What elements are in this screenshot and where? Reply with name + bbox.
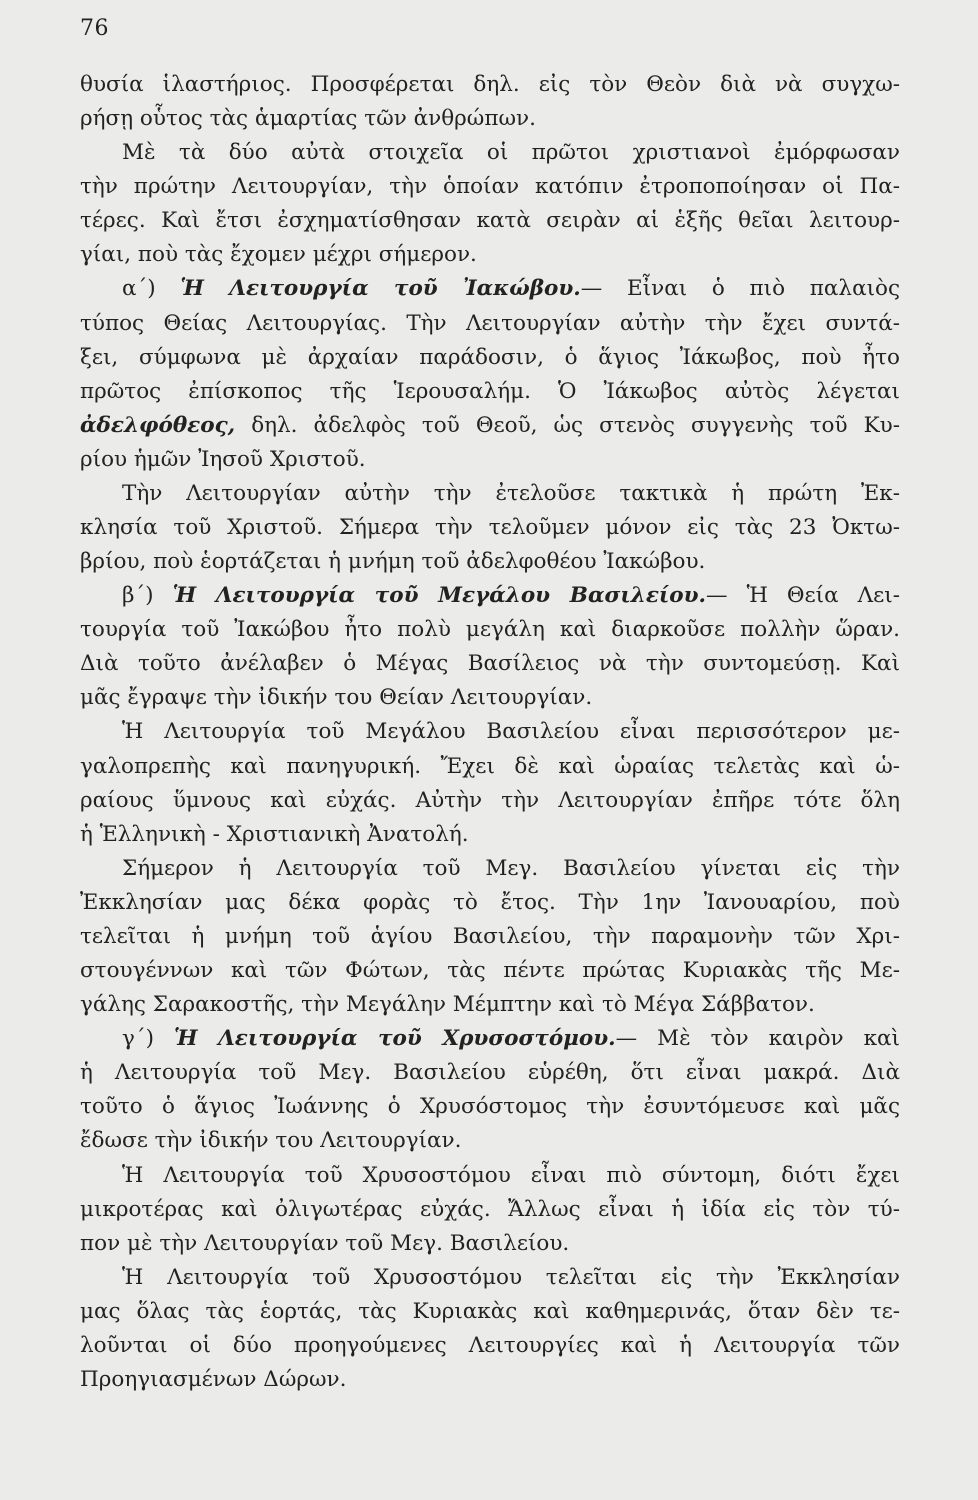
text-line xyxy=(80,307,900,341)
page-number: 76 xyxy=(80,16,109,41)
text-segment: Διὰ τοῦτο ἀνέλαβεν ὁ Μέγας Βασίλειος νὰ τὴν συντομεύσῃ. Καὶ xyxy=(80,651,900,677)
text-line xyxy=(80,954,900,988)
emphasized-heading-text: ἀδελφόθεος, xyxy=(80,412,236,438)
text-line xyxy=(80,1261,900,1295)
text-segment: δηλ. ἀδελφὸς τοῦ Θεοῦ, ὡς στενὸς συγγενὴς τοῦ Κυ- xyxy=(235,412,900,438)
text-line xyxy=(80,681,900,715)
text-line xyxy=(80,170,900,204)
text-segment: κλησία τοῦ Χριστοῦ. Σήμερα τὴν τελοῦμεν μόνον εἰς τὰς 23 Ὀκτω- xyxy=(80,515,900,541)
text-line xyxy=(80,68,900,102)
text-segment: Τὴν Λειτουργίαν αὐτὴν τὴν ἐτελοῦσε τακτικὰ ἡ πρώτη Ἐκ- xyxy=(122,480,900,506)
text-line xyxy=(80,204,900,238)
text-segment: ρήσῃ οὗτος τὰς ἁμαρτίας τῶν ἀνθρώπων. xyxy=(80,106,536,132)
text-segment: μικροτέρας καὶ ὀλιγωτέρας εὐχάς. Ἄλλως εἶναι ἡ ἰδία εἰς τὸν τύ- xyxy=(80,1196,900,1222)
text-segment: γ΄) xyxy=(122,1026,174,1052)
text-segment: — Μὲ τὸν καιρὸν καὶ xyxy=(615,1026,900,1052)
text-segment: πρῶτος ἐπίσκοπος τῆς Ἱερουσαλήμ. Ὁ Ἰάκωβος αὐτὸς λέγεται xyxy=(80,378,900,404)
text-line xyxy=(80,613,900,647)
text-segment: α΄) xyxy=(122,276,181,302)
text-line xyxy=(80,886,900,920)
text-line xyxy=(80,1227,900,1261)
text-line xyxy=(80,715,900,749)
text-segment: θυσία ἱλαστήριος. Προσφέρεται δηλ. εἰς τὸν Θεὸν διὰ νὰ συγχω- xyxy=(80,72,900,97)
text-line xyxy=(80,647,900,681)
emphasized-heading-text: Ἡ Λειτουργία τοῦ Μεγάλου Βασιλείου. xyxy=(172,583,707,609)
text-line xyxy=(80,579,900,613)
text-line xyxy=(80,1056,900,1090)
body-text xyxy=(80,68,900,1397)
text-line xyxy=(80,988,900,1022)
text-segment: στουγέννων καὶ τῶν Φώτων, τὰς πέντε πρώτας Κυριακὰς τῆς Με- xyxy=(80,958,900,984)
text-line xyxy=(80,750,900,784)
text-line xyxy=(80,1159,900,1193)
text-line xyxy=(80,1193,900,1227)
text-line xyxy=(80,341,900,375)
text-line xyxy=(80,920,900,954)
text-segment: β΄) xyxy=(122,583,173,609)
text-line xyxy=(80,102,900,136)
text-line xyxy=(80,477,900,511)
text-line xyxy=(80,443,900,477)
text-line xyxy=(80,1363,900,1397)
text-line xyxy=(80,1329,900,1363)
text-line xyxy=(80,238,900,272)
text-segment: ἡ Λειτουργία τοῦ Μεγ. Βασιλείου εὑρέθη, ὅτι εἶναι μακρά. Διὰ xyxy=(80,1060,900,1086)
text-line xyxy=(80,1022,900,1056)
text-line xyxy=(80,545,900,579)
text-segment: τύπος Θείας Λειτουργίας. Τὴν Λειτουργίαν αὐτὴν τὴν ἔχει συντά- xyxy=(80,310,900,336)
text-line xyxy=(80,852,900,886)
text-segment: γάλης Σαρακοστῆς, τὴν Μεγάλην Μέμπτην καὶ τὸ Μέγα Σάββατον. xyxy=(80,992,815,1018)
text-segment: λοῦνται οἱ δύο προηγούμενες Λειτουργίες καὶ ἡ Λειτουργία τῶν xyxy=(80,1332,900,1358)
text-line xyxy=(80,375,900,409)
emphasized-heading-text: Ἡ Λειτουργία τοῦ Χρυσοστόμου. xyxy=(173,1026,616,1052)
text-line xyxy=(80,511,900,545)
text-line xyxy=(80,409,900,443)
text-segment: τέρες. Καὶ ἔτσι ἐσχηματίσθησαν κατὰ σειρὰν αἱ ἑξῆς θεῖαι λειτουρ- xyxy=(80,208,900,234)
emphasized-heading-text: Ἡ Λειτουργία τοῦ Ἰακώβου. xyxy=(180,276,581,302)
text-segment: ραίους ὕμνους καὶ εὐχάς. Αὐτὴν τὴν Λειτουργίαν ἐπῆρε τότε ὅλη xyxy=(80,787,900,813)
text-segment: ἔδωσε τὴν ἰδικήν του Λειτουργίαν. xyxy=(80,1128,462,1154)
text-segment: Ἡ Λειτουργία τοῦ Χρυσοστόμου τελεῖται εἰς τὴν Ἐκκλησίαν xyxy=(122,1264,900,1290)
text-segment: μᾶς ἔγραψε τὴν ἰδικήν του Θείαν Λειτουργίαν. xyxy=(80,685,593,711)
text-segment: Ἐκκλησίαν μας δέκα φορὰς τὸ ἔτος. Τὴν 1ην Ἰανουαρίου, ποὺ xyxy=(80,889,900,915)
text-line xyxy=(80,784,900,818)
text-line xyxy=(80,136,900,170)
text-segment: Σήμερον ἡ Λειτουργία τοῦ Μεγ. Βασιλείου γίνεται εἰς τὴν xyxy=(122,855,900,881)
text-segment: — Εἶναι ὁ πιὸ παλαιὸς xyxy=(580,276,900,302)
text-segment: ρίου ἡμῶν Ἰησοῦ Χριστοῦ. xyxy=(80,446,366,472)
text-segment: πον μὲ τὴν Λειτουργίαν τοῦ Μεγ. Βασιλείου. xyxy=(80,1230,570,1256)
text-segment: τουργία τοῦ Ἰακώβου ἦτο πολὺ μεγάλη καὶ διαρκοῦσε πολλὴν ὥραν. xyxy=(80,617,900,643)
text-segment: τὴν πρώτην Λειτουργίαν, τὴν ὁποίαν κατόπιν ἐτροποποίησαν οἱ Πα- xyxy=(80,174,900,200)
text-segment: μας ὅλας τὰς ἑορτάς, τὰς Κυριακὰς καὶ καθημερινάς, ὅταν δὲν τε- xyxy=(80,1298,900,1324)
text-segment: τοῦτο ὁ ἅγιος Ἰωάννης ὁ Χρυσόστομος τὴν ἐσυντόμευσε καὶ μᾶς xyxy=(80,1094,900,1120)
text-segment: ἡ Ἑλληνικὴ - Χριστιανικὴ Ἀνατολή. xyxy=(80,821,469,847)
text-line xyxy=(80,1124,900,1158)
text-segment: — Ἡ Θεία Λει- xyxy=(706,583,900,609)
text-segment: Προηγιασμένων Δώρων. xyxy=(80,1366,347,1392)
text-segment: τελεῖται ἡ μνήμη τοῦ ἁγίου Βασιλείου, τὴν παραμονὴν τῶν Χρι- xyxy=(80,923,900,949)
text-segment: Μὲ τὰ δύο αὐτὰ στοιχεῖα οἱ πρῶτοι χριστιανοὶ ἐμόρφωσαν xyxy=(122,140,900,166)
text-segment: βρίου, ποὺ ἑορτάζεται ἡ μνήμη τοῦ ἀδελφοθέου Ἰακώβου. xyxy=(80,549,706,575)
text-line xyxy=(80,272,900,306)
text-segment: Ἡ Λειτουργία τοῦ Μεγάλου Βασιλείου εἶναι περισσότερον με- xyxy=(122,719,900,745)
text-line xyxy=(80,818,900,852)
text-segment: ξει, σύμφωνα μὲ ἀρχαίαν παράδοσιν, ὁ ἅγιος Ἰάκωβος, ποὺ ἦτο xyxy=(80,344,900,370)
text-segment: γαλοπρεπὴς καὶ πανηγυρική. Ἔχει δὲ καὶ ὡραίας τελετὰς καὶ ὡ- xyxy=(80,753,900,779)
text-segment: Ἡ Λειτουργία τοῦ Χρυσοστόμου εἶναι πιὸ σύντομη, διότι ἔχει xyxy=(122,1162,900,1188)
text-segment: γίαι, ποὺ τὰς ἔχομεν μέχρι σήμερον. xyxy=(80,242,477,268)
text-line xyxy=(80,1295,900,1329)
text-line xyxy=(80,1090,900,1124)
